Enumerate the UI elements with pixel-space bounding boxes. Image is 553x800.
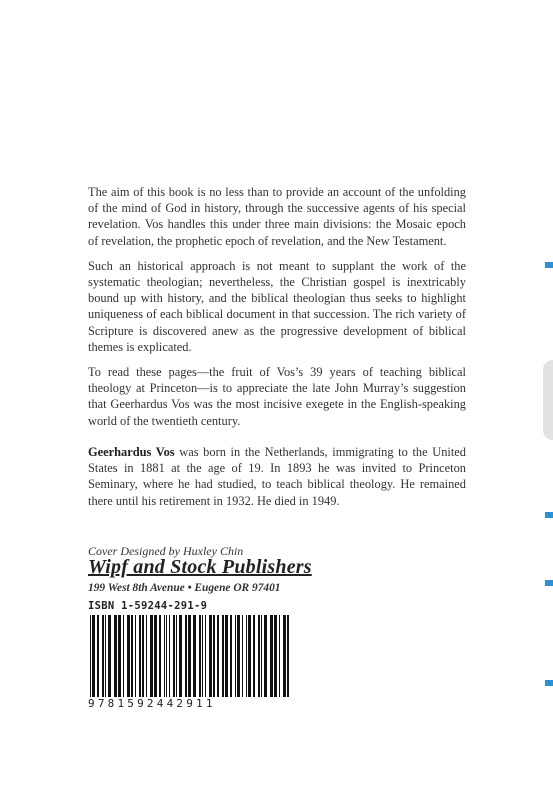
barcode-bar [90,615,91,697]
author-name: Geerhardus Vos [88,445,175,459]
barcode-bar [179,615,182,697]
barcode-bar [118,615,121,697]
barcode-bar [209,615,212,697]
barcode-bar [253,615,255,697]
barcode-bar [131,615,133,697]
barcode-bar [264,615,267,697]
edge-mark-blue [545,262,553,268]
barcode-bar [92,615,95,697]
barcode-bar [146,615,147,697]
barcode-bar [188,615,191,697]
blurb-paragraph-3: To read these pages—the fruit of Vos’s 39 years of teaching biblical theology at Princeton—is to appreciate the late John Murray’s suggestion that Geerhardus Vos was the most incisive exegete in the English-speaking world of the twentieth century. [88,365,466,428]
author-bio [88,444,466,509]
barcode-bar [230,615,232,697]
barcode-bar [169,615,170,697]
barcode-bar [225,615,228,697]
barcode-bar [261,615,262,697]
barcode-bar [258,615,260,697]
publisher-address: 199 West 8th Avenue • Eugene OR 97401 [88,582,281,594]
barcode-bar [246,615,247,697]
blurb-paragraph-2: Such an historical approach is not meant to supplant the work of the systematic theologian; nevertheless, the Christian gospel is inextricably bound up with history, and the biblical theologian thus seeks to highlight uniqueness of each biblical document in that succession. The rich variety of Scripture is discovered anew as the progressive development of biblical themes is explicated. [88,258,466,354]
isbn-label: ISBN 1-59244-291-9 [88,600,208,612]
barcode-bar [283,615,286,697]
author-bio-text: was born in the Netherlands, immigrating to the United States in 1881 at the age of 19. In 1893 he was invited to Princeton Seminary, where he had studied, to teach biblical theology. He remained there until his retirement in 1932. He died in 1949. [88,445,466,508]
publisher-name: Wipf and Stock Publishers [88,556,312,578]
barcode-bar [222,615,224,697]
barcode-bar [217,615,219,697]
cover-designer-credit: Cover Designed by Huxley Chin [88,544,244,558]
barcode-bar [102,615,104,697]
barcode-digits: 9781592442911 [88,697,216,710]
barcode-bar [235,615,236,697]
barcode-bar [279,615,280,697]
barcode-bar [199,615,201,697]
barcode-bar [164,615,165,697]
barcode-bar [173,615,175,697]
edge-mark-blue [545,680,553,686]
barcode-bar [123,615,124,697]
barcode-bars [88,615,293,697]
barcode-bar [159,615,161,697]
blurb-paragraph-1: The aim of this book is no less than to provide an account of the unfolding of the mind of God in history, through the successive agents of his special revelation. Vos handles this under three main divisions: the Mosaic epoch of revelation, the prophetic epoch of revelation, and the New Testament. [88,185,466,248]
barcode-bar [135,615,136,697]
edge-mark-blue [545,580,553,586]
barcode-bar [270,615,273,697]
barcode-bar [176,615,177,697]
barcode-bar [166,615,167,697]
barcode [88,601,293,709]
barcode-bar [105,615,106,697]
barcode-bar [202,615,203,697]
edge-mark-blue [545,512,553,518]
barcode-bar [97,615,99,697]
barcode-bar [139,615,141,697]
barcode-bar [213,615,215,697]
barcode-bar [142,615,144,697]
barcode-bar [248,615,251,697]
barcode-bar [274,615,277,697]
barcode-bar [127,615,130,697]
barcode-bar [108,615,111,697]
barcode-bar [287,615,289,697]
blurb [88,184,466,438]
barcode-bar [237,615,240,697]
barcode-bar [150,615,153,697]
barcode-bar [205,615,206,697]
barcode-bar [154,615,157,697]
barcode-bar [193,615,196,697]
barcode-bar [185,615,187,697]
edge-mark-grey [543,360,553,440]
barcode-bar [114,615,117,697]
barcode-bar [242,615,243,697]
